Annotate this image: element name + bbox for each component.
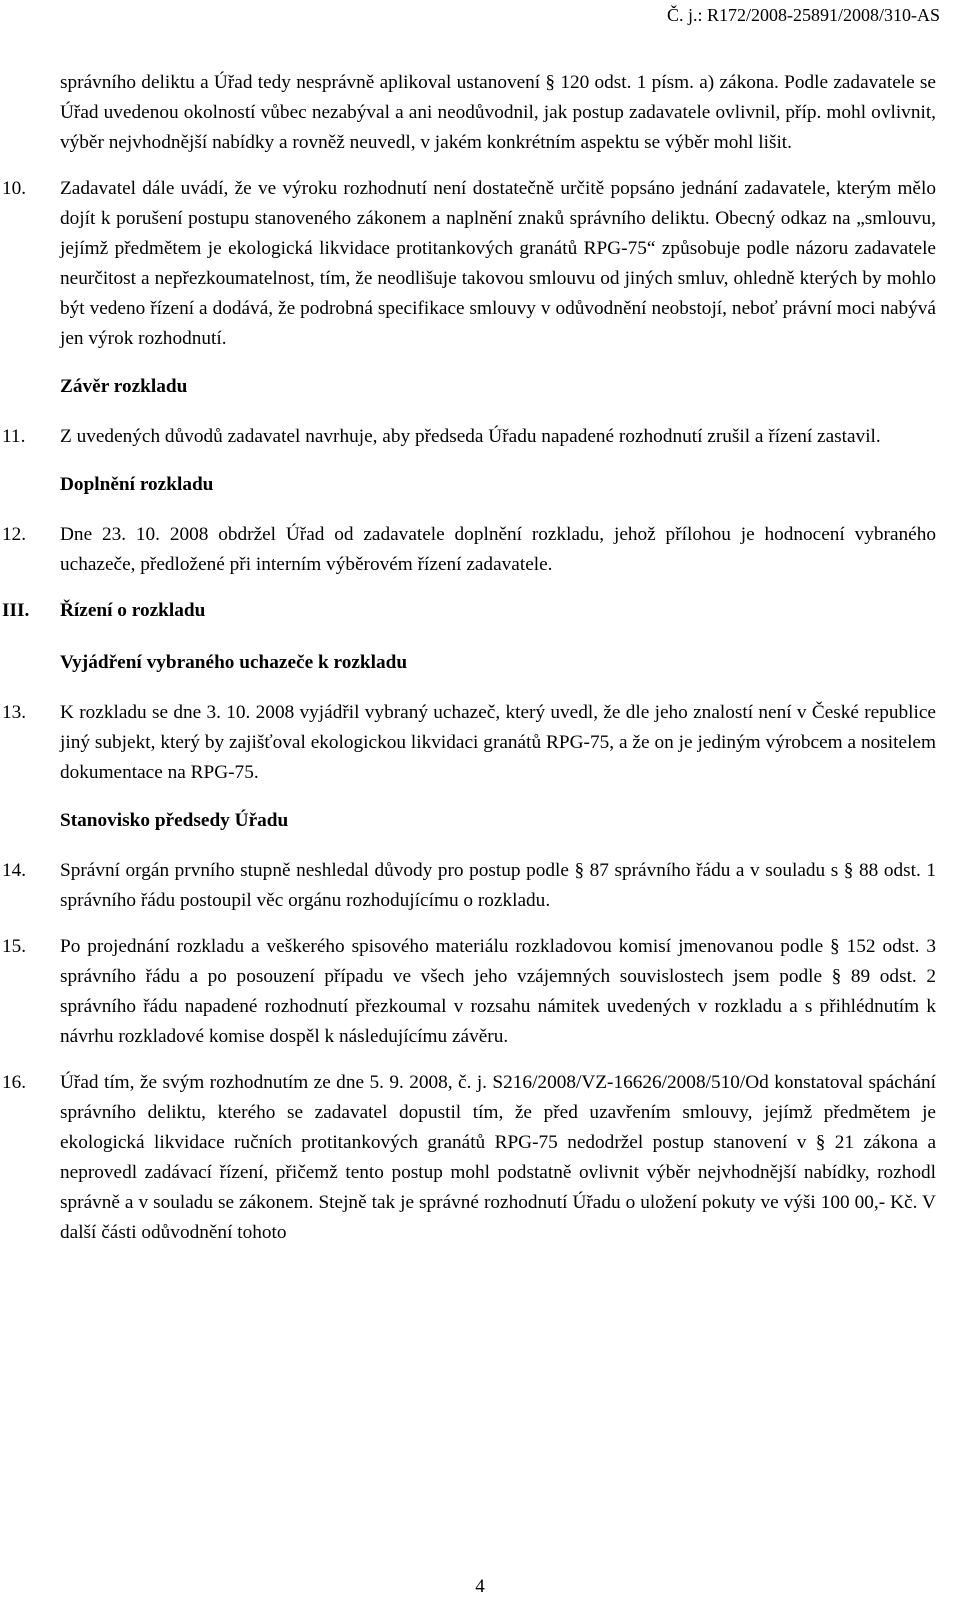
paragraph-text: Z uvedených důvodů zadavatel navrhuje, aby předseda Úřadu napadené rozhodnutí zrušil a řízení zastavil.	[60, 426, 881, 447]
paragraph-16	[2, 1068, 936, 1248]
paragraph-text: Úřad tím, že svým rozhodnutím ze dne 5. 9. 2008, č. j. S216/2008/VZ-16626/2008/510/Od konstatoval spáchání správního deliktu, kterého se zadavatel dopustil tím, že před uzavřením smlouvy, jejímž předmětem je ekologická likvidace ručních protitankových granátů RPG-75 nedodržel postup stanovení v § 21 zákona a neprovedl zadávací řízení, přičemž tento postup mohl podstatně ovlivnit výběr nejvhodnější nabídky, rozhodl správně a v souladu se zákonem. Stejně tak je správné rozhodnutí Úřadu o uložení pokuty ve výši 100 00,- Kč. V další části odůvodnění tohoto	[60, 1072, 936, 1243]
continuation-paragraph: správního deliktu a Úřad tedy nesprávně aplikoval ustanovení § 120 odst. 1 písm. a) zákona. Podle zadavatele se Úřad uvedenou okolností vůbec nezabýval a ani neodůvodnil, jak postup zadavatele ovlivnil, příp. mohl ovlivnit, výběr nejvhodnější nabídky a rovněž neuvedl, v jakém konkrétním aspektu se výběr mohl lišit.	[60, 72, 936, 153]
paragraph-text: Správní orgán prvního stupně neshledal důvody pro postup podle § 87 správního řádu a v souladu s § 88 odst. 1 správního řádu postoupil věc orgánu rozhodujícímu o rozkladu.	[60, 860, 936, 911]
paragraph-13	[2, 698, 936, 788]
paragraph-number: 16.	[2, 1072, 27, 1093]
paragraph-number: 11.	[2, 426, 26, 447]
paragraph-text: Dne 23. 10. 2008 obdržel Úřad od zadavatele doplnění rozkladu, jehož přílohou je hodnocení vybraného uchazeče, předložené při interním výběrovém řízení zadavatele.	[60, 524, 936, 575]
page-number: 4	[475, 1576, 485, 1597]
document-reference: Č. j.: R172/2008-25891/2008/310-AS	[666, 5, 940, 25]
section-heading-iii	[2, 596, 936, 626]
heading-doplneni-rozkladu: Doplnění rozkladu	[60, 474, 214, 495]
paragraph-number: 15.	[2, 936, 27, 957]
paragraph-10	[2, 174, 936, 354]
paragraph-number: 12.	[2, 524, 27, 545]
document-body	[2, 68, 936, 1264]
heading-vyjadreni-uchazece: Vyjádření vybraného uchazeče k rozkladu	[60, 652, 408, 673]
section-number: III.	[2, 600, 30, 621]
paragraph-15	[2, 932, 936, 1052]
paragraph-text: Zadavatel dále uvádí, že ve výroku rozhodnutí není dostatečně určitě popsáno jednání zadavatele, kterým mělo dojít k porušení postupu stanoveného zákonem a naplnění znaků správního deliktu. Obecný odkaz na „smlouvu, jejímž předmětem je ekologická likvidace protitankových granátů RPG-75“ způsobuje podle názoru zadavatele neurčitost a nepřezkoumatelnost, tím, že neodlišuje takovou smlouvu od jiných smluv, ohledně kterých by mohlo být vedeno řízení a dodává, že podrobná specifikace smlouvy v odůvodnění neobstojí, neboť právní moci nabývá jen výrok rozhodnutí.	[60, 178, 936, 349]
paragraph-11	[2, 422, 936, 452]
section-title: Řízení o rozkladu	[60, 600, 206, 621]
paragraph-text: K rozkladu se dne 3. 10. 2008 vyjádřil vybraný uchazeč, který uvedl, že dle jeho znalostí není v České republice jiný subjekt, který by zajišťoval ekologickou likvidaci granátů RPG-75, a že on je jediným výrobcem a nositelem dokumentace na RPG-75.	[60, 702, 936, 783]
heading-stanovisko-predsedy: Stanovisko předsedy Úřadu	[60, 810, 289, 831]
paragraph-number: 10.	[2, 178, 27, 199]
heading-zaver-rozkladu: Závěr rozkladu	[60, 376, 188, 397]
paragraph-number: 13.	[2, 702, 27, 723]
paragraph-12	[2, 520, 936, 580]
paragraph-14	[2, 856, 936, 916]
paragraph-number: 14.	[2, 860, 27, 881]
paragraph-text: Po projednání rozkladu a veškerého spisového materiálu rozkladovou komisí jmenovanou podle § 152 odst. 3 správního řádu a po posouzení případu ve všech jeho vzájemných souvislostech jsem podle § 89 odst. 2 správního řádu napadené rozhodnutí přezkoumal v rozsahu námitek uvedených v rozkladu a s přihlédnutím k návrhu rozkladové komise dospěl k následujícímu závěru.	[60, 936, 936, 1047]
